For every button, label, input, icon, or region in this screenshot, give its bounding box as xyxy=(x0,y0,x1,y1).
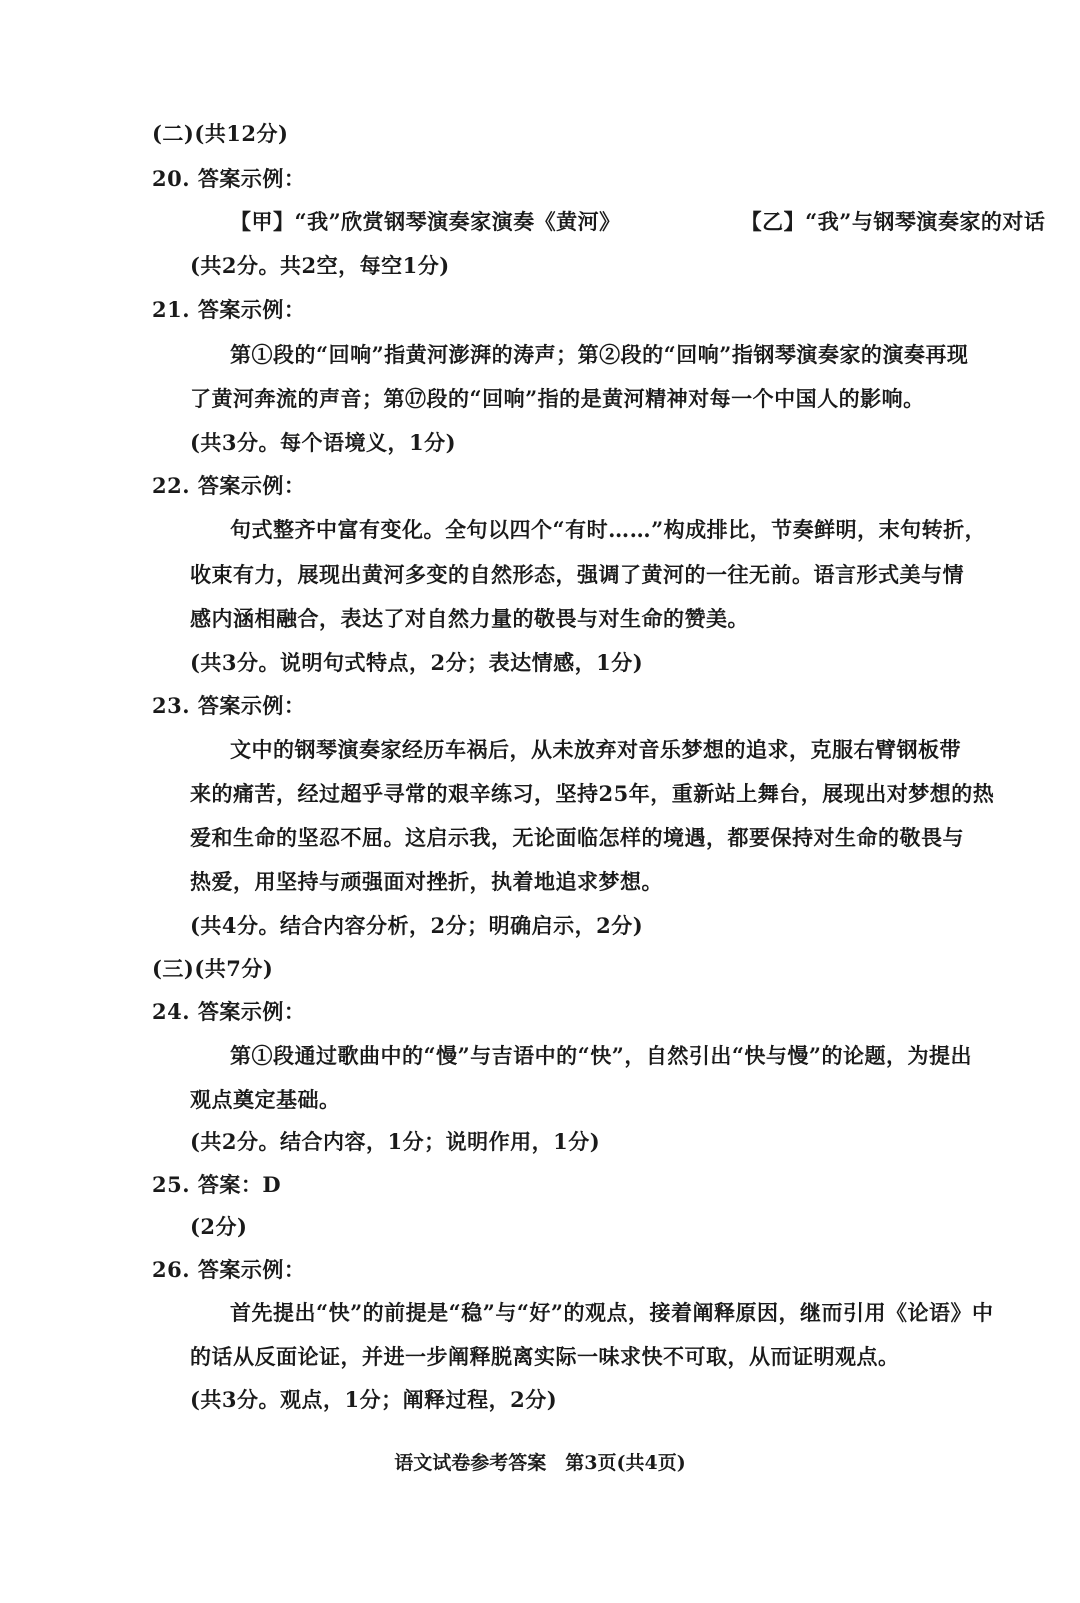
q24-score: (共2分。结合内容，1分；说明作用，1分) xyxy=(190,1129,601,1154)
q20-answer-row xyxy=(230,208,1045,236)
q23-line-1: 文中的钢琴演奏家经历车祸后，从未放弃对音乐梦想的追求，克服右臂钢板带 xyxy=(230,737,961,762)
q26-line-1: 首先提出“快”的前提是“稳”与“好”的观点，接着阐释原因，继而引用《论语》中 xyxy=(230,1300,994,1325)
q26-score: (共3分。观点，1分；阐释过程，2分) xyxy=(190,1387,558,1412)
section-2-header: (二)(共12分) xyxy=(152,121,289,146)
q22-line-2: 收束有力，展现出黄河多变的自然形态，强调了黄河的一往无前。语言形式美与情 xyxy=(190,562,964,587)
q20-label: 20. 答案示例： xyxy=(152,166,306,191)
q21-line-2: 了黄河奔流的声音；第⑰段的“回响”指的是黄河精神对每一个中国人的影响。 xyxy=(190,386,925,411)
page-footer: 语文试卷参考答案 第3页(共4页) xyxy=(394,1452,686,1474)
q23-label: 23. 答案示例： xyxy=(152,693,306,718)
q24-line-2: 观点奠定基础。 xyxy=(190,1087,341,1112)
section-3-header: (三)(共7分) xyxy=(152,956,274,981)
q21-label: 21. 答案示例： xyxy=(152,297,306,322)
q22-score: (共3分。说明句式特点，2分；表达情感，1分) xyxy=(190,650,644,675)
q22-label: 22. 答案示例： xyxy=(152,473,306,498)
q22-line-3: 感内涵相融合，表达了对自然力量的敬畏与对生命的赞美。 xyxy=(190,606,749,631)
q24-line-1: 第①段通过歌曲中的“慢”与吉语中的“快”，自然引出“快与慢”的论题，为提出 xyxy=(230,1043,972,1068)
q23-line-2: 来的痛苦，经过超乎寻常的艰辛练习，坚持25年，重新站上舞台，展现出对梦想的热 xyxy=(190,781,995,806)
q22-line-1: 句式整齐中富有变化。全句以四个“有时……”构成排比，节奏鲜明，末句转折， xyxy=(230,517,987,542)
q21-score: (共3分。每个语境义，1分) xyxy=(190,430,457,455)
q20-score: (共2分。共2空，每空1分) xyxy=(190,253,450,278)
q24-label: 24. 答案示例： xyxy=(152,999,306,1024)
q26-label: 26. 答案示例： xyxy=(152,1257,306,1282)
q23-score: (共4分。结合内容分析，2分；明确启示，2分) xyxy=(190,913,644,938)
q23-line-3: 爱和生命的坚忍不屈。这启示我，无论面临怎样的境遇，都要保持对生命的敬畏与 xyxy=(190,825,964,850)
q25-score: (2分) xyxy=(190,1214,248,1239)
q20-answer-yi: 【乙】“我”与钢琴演奏家的对话 xyxy=(740,209,1046,234)
q20-answer-jia: 【甲】“我”欣赏钢琴演奏家演奏《黄河》 xyxy=(230,209,621,234)
q26-line-2: 的话从反面论证，并进一步阐释脱离实际一味求快不可取，从而证明观点。 xyxy=(190,1344,900,1369)
q25-label: 25. 答案：D xyxy=(152,1172,282,1197)
q23-line-4: 热爱，用坚持与顽强面对挫折，执着地追求梦想。 xyxy=(190,869,663,894)
q21-line-1: 第①段的“回响”指黄河澎湃的涛声；第②段的“回响”指钢琴演奏家的演奏再现 xyxy=(230,342,969,367)
